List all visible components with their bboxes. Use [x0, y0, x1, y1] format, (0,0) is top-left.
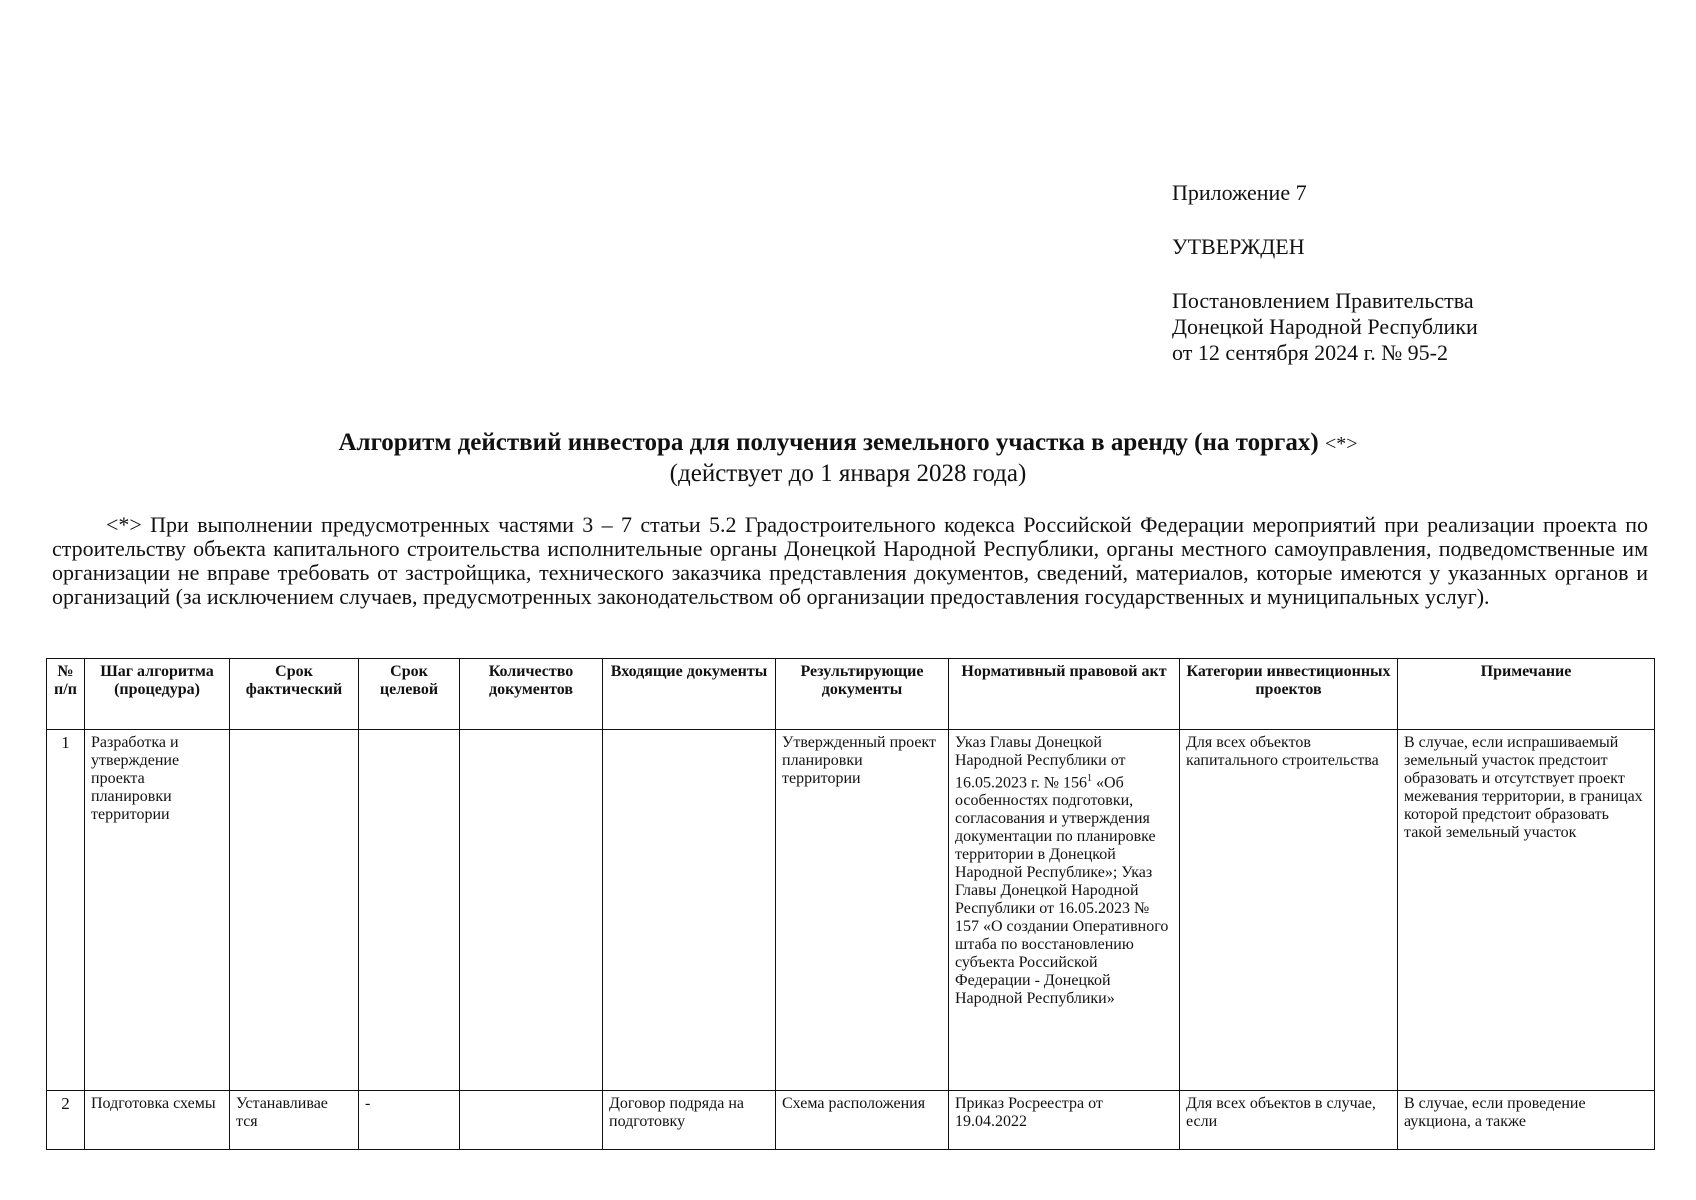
header-result: Результирующие документы [776, 659, 949, 730]
header-num: № п/п [47, 659, 85, 730]
header-category: Категории инвестиционных проектов [1180, 659, 1398, 730]
appendix-label: Приложение 7 [1172, 180, 1307, 205]
table-row [47, 730, 1655, 1091]
approval-line-1: Постановлением Правительства [1172, 288, 1474, 313]
cell-term-target [359, 730, 460, 1091]
footnote-paragraph: <*> При выполнении предусмотренных частями 3 – 7 статьи 5.2 Градостроительного кодекса Российской Федерации мероприятий при реализации проекта по строительству объекта капитального строительства исполнительные органы Донецкой Народной Республики, органы местного самоуправления, подведомственные им организации не вправе требовать от застройщика, технического заказчика представления документов, сведений, материалов, которые имеются у указанных органов и организаций (за исключением случаев, предусмотренных законодательством об организации предоставления государственных и муниципальных услуг). [52, 512, 1648, 609]
title-main-line [0, 428, 1696, 459]
table-row [47, 1091, 1655, 1150]
cell-act [949, 730, 1180, 1091]
approval-line-3: от 12 сентября 2024 г. № 95-2 [1172, 340, 1449, 365]
cell-result: Схема расположения [776, 1091, 949, 1150]
cell-remark: В случае, если проведение аукциона, а также [1398, 1091, 1655, 1150]
cell-incoming [603, 730, 776, 1091]
cell-term-actual: Устанавливае тся [230, 1091, 359, 1150]
cell-term-target: - [359, 1091, 460, 1150]
approval-block [1172, 180, 1478, 366]
cell-step: Разработка и утверждение проекта планировки территории [85, 730, 230, 1091]
title-main: Алгоритм действий инвестора для получения земельного участка в аренду (на торгах) [338, 429, 1319, 456]
header-term-target: Срок целевой [359, 659, 460, 730]
cell-result: Утвержденный проект планировки территории [776, 730, 949, 1091]
header-doc-count: Количество документов [460, 659, 603, 730]
header-incoming: Входящие документы [603, 659, 776, 730]
approval-line-2: Донецкой Народной Республики [1172, 314, 1478, 339]
title-footnote-mark: <*> [1324, 433, 1358, 455]
document-title [0, 428, 1696, 489]
cell-category: Для всех объектов в случае, если [1180, 1091, 1398, 1150]
cell-num: 2 [47, 1091, 85, 1150]
algorithm-table [46, 658, 1655, 1150]
cell-term-actual [230, 730, 359, 1091]
cell-doc-count [460, 730, 603, 1091]
cell-act-part-a: Указ Главы Донецкой Народной Республики от 16.05.2023 г. № 156 [955, 734, 1126, 792]
cell-num: 1 [47, 730, 85, 1091]
cell-doc-count [460, 1091, 603, 1150]
cell-step: Подготовка схемы [85, 1091, 230, 1150]
approved-label: УТВЕРЖДЕН [1172, 234, 1305, 259]
act-footnote-ref: 1 [1087, 773, 1093, 784]
header-act: Нормативный правовой акт [949, 659, 1180, 730]
header-remark: Примечание [1398, 659, 1655, 730]
table-header-row [47, 659, 1655, 730]
header-step: Шаг алгоритма (процедура) [85, 659, 230, 730]
cell-category: Для всех объектов капитального строительства [1180, 730, 1398, 1091]
cell-act: Приказ Росреестра от 19.04.2022 [949, 1091, 1180, 1150]
cell-act-part-b: «Об особенностях подготовки, согласования и утверждения документации по планировке территории в Донецкой Народной Республике»; Указ Главы Донецкой Народной Республики от 16.05.2023 № 157 «О создании Оперативного штаба по восстановлению субъекта Российской Федерации - Донецкой Народной Республики» [955, 774, 1169, 1008]
header-term-actual: Срок фактический [230, 659, 359, 730]
cell-remark: В случае, если испрашиваемый земельный участок предстоит образовать и отсутствует проект межевания территории, в границах которой предстоит образовать такой земельный участок [1398, 730, 1655, 1091]
cell-incoming: Договор подряда на подготовку [603, 1091, 776, 1150]
title-subtitle: (действует до 1 января 2028 года) [669, 460, 1027, 487]
